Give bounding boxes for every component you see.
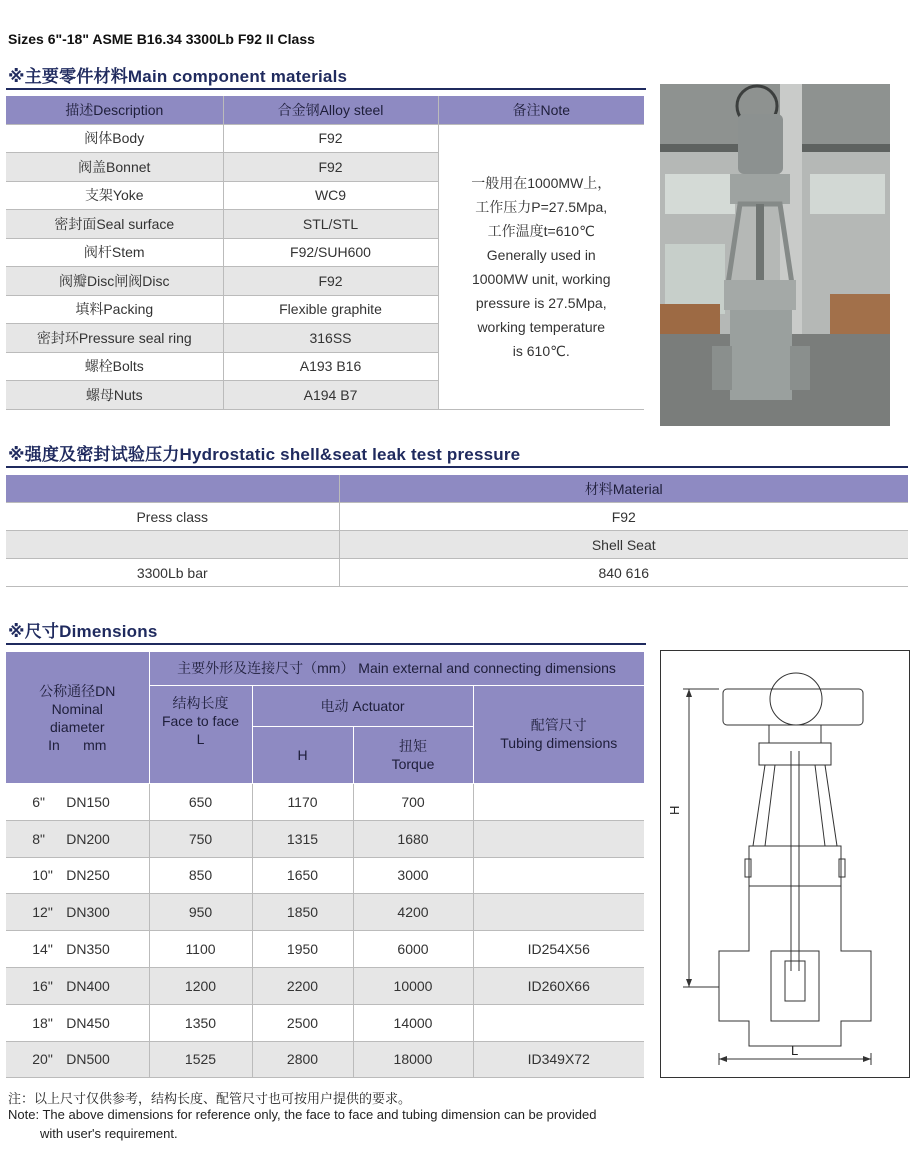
dimensions-row (6, 857, 644, 894)
tubing-value (473, 820, 644, 857)
size-inch: 18" (32, 1014, 53, 1031)
height-value: 2200 (252, 967, 353, 1004)
note-line: 1000MW unit, working (471, 270, 611, 287)
material-description: 阀体Body (6, 124, 223, 153)
size-inch: 14" (32, 941, 53, 958)
actuator-header: 电动 Actuator (252, 685, 473, 727)
nominal-diameter-header: 公称通径DN Nominal diameter In mm (6, 652, 149, 784)
materials-row (6, 124, 644, 153)
material-description: 密封环Pressure seal ring (6, 324, 223, 353)
material-steel: WC9 (223, 181, 438, 210)
note-line: 工作温度t=610℃ (487, 222, 595, 239)
nominal-size (6, 1041, 149, 1078)
pressure-divider (6, 466, 908, 468)
material-description: 螺栓Bolts (6, 352, 223, 381)
dimensions-divider (6, 643, 646, 645)
material-steel: A193 B16 (223, 352, 438, 381)
tubing-value: ID260X66 (473, 967, 644, 1004)
face-to-face-value: 750 (149, 820, 252, 857)
face-to-face-value: 950 (149, 894, 252, 931)
drawing-l-label: L (791, 1043, 799, 1058)
face-to-face-value: 1100 (149, 931, 252, 968)
material-description: 螺母Nuts (6, 381, 223, 410)
test-values: 840 616 (339, 559, 908, 587)
torque-value: 700 (353, 784, 473, 821)
material-description: 阀杆Stem (6, 238, 223, 267)
alloy-steel-header: 合金钢Alloy steel (223, 96, 438, 124)
material-steel: 316SS (223, 324, 438, 353)
tubing-value (473, 784, 644, 821)
material-steel: F92/SUH600 (223, 238, 438, 267)
note-line: working temperature (477, 318, 606, 335)
tubing-value (473, 857, 644, 894)
face-to-face-value: 1200 (149, 967, 252, 1004)
materials-header-row (6, 96, 644, 124)
size-dn: DN300 (66, 904, 110, 921)
nominal-size (6, 894, 149, 931)
materials-table (6, 96, 644, 410)
size-dn: DN350 (66, 941, 110, 958)
height-value: 2500 (252, 1004, 353, 1041)
size-inch: 8" (32, 830, 46, 847)
material-description: 支架Yoke (6, 181, 223, 210)
pressure-table (6, 475, 908, 587)
tubing-header: 配管尺寸 Tubing dimensions (473, 685, 644, 784)
dimensions-row (6, 1004, 644, 1041)
dimensions-row (6, 931, 644, 968)
size-dn: DN150 (66, 793, 110, 810)
height-value: 1850 (252, 894, 353, 931)
material-steel: F92 (223, 267, 438, 296)
material-description: 密封面Seal surface (6, 210, 223, 239)
press-class-row (6, 503, 908, 531)
valve-photo (660, 84, 890, 426)
height-value: 1950 (252, 931, 353, 968)
material-steel: A194 B7 (223, 381, 438, 410)
nominal-size (6, 1004, 149, 1041)
press-class-label: Press class (6, 503, 339, 531)
material-value: F92 (339, 503, 908, 531)
material-description: 阀瓣Disc闸阀Disc (6, 267, 223, 296)
materials-section-title: ※主要零件材料Main component materials (8, 67, 348, 86)
nominal-size (6, 857, 149, 894)
torque-value: 6000 (353, 931, 473, 968)
shell-seat-label: Shell Seat (339, 531, 908, 559)
nominal-size (6, 931, 149, 968)
face-to-face-value: 650 (149, 784, 252, 821)
nominal-size (6, 784, 149, 821)
dimensions-row (6, 820, 644, 857)
torque-value: 4200 (353, 894, 473, 931)
height-value: 1650 (252, 857, 353, 894)
torque-value: 1680 (353, 820, 473, 857)
note-en-line1: Note: The above dimensions for reference only, the face to face and tubing dimension can be provided (8, 1107, 597, 1122)
shell-seat-blank (6, 531, 339, 559)
material-note (438, 124, 644, 409)
valve-photo-image (660, 84, 890, 426)
tubing-value: ID349X72 (473, 1041, 644, 1078)
material-steel: STL/STL (223, 210, 438, 239)
size-dn: DN200 (66, 830, 110, 847)
size-dn: DN450 (66, 1014, 110, 1031)
torque-header: 扭矩 Torque (353, 727, 473, 784)
note-cn: 注：以上尺寸仅供参考，结构长度、配管尺寸也可按用户提供的要求。 (8, 1091, 412, 1106)
material-description: 阀盖Bonnet (6, 153, 223, 182)
shell-seat-row (6, 531, 908, 559)
tubing-value: ID254X56 (473, 931, 644, 968)
face-to-face-header: 结构长度 Face to face L (149, 685, 252, 784)
pressure-header-blank (6, 475, 339, 503)
description-header: 描述Description (6, 96, 223, 124)
dimensions-row (6, 894, 644, 931)
dimensions-row (6, 784, 644, 821)
note-line: Generally used in (486, 246, 596, 263)
note-line: 工作压力P=27.5Mpa, (475, 198, 608, 215)
torque-value: 14000 (353, 1004, 473, 1041)
dimensions-row (6, 1041, 644, 1078)
size-inch: 6" (32, 793, 46, 810)
size-dn: DN500 (66, 1051, 110, 1068)
size-inch: 10" (32, 867, 53, 884)
height-value: 1170 (252, 784, 353, 821)
height-value: 2800 (252, 1041, 353, 1078)
face-to-face-value: 850 (149, 857, 252, 894)
materials-divider (6, 88, 646, 90)
main-dimensions-header: 主要外形及连接尺寸（mm） Main external and connecting dimensions (149, 652, 644, 685)
valve-drawing-svg (661, 651, 909, 1077)
material-steel: Flexible graphite (223, 295, 438, 324)
torque-value: 10000 (353, 967, 473, 1004)
size-inch: 16" (32, 977, 53, 994)
note-header: 备注Note (438, 96, 644, 124)
tubing-value (473, 894, 644, 931)
note-line: pressure is 27.5Mpa, (475, 294, 607, 311)
h-header: H (252, 727, 353, 784)
valve-dimension-drawing (660, 650, 910, 1078)
dimensions-table (6, 652, 645, 1078)
size-inch: 12" (32, 904, 53, 921)
dimensions-row (6, 967, 644, 1004)
material-steel: F92 (223, 124, 438, 153)
pressure-header-row (6, 475, 908, 503)
height-value: 1315 (252, 820, 353, 857)
drawing-h-label: H (667, 805, 682, 815)
sizes-heading: Sizes 6"-18" ASME B16.34 3300Lb F92 II Class (8, 31, 315, 47)
material-header: 材料Material (339, 475, 908, 503)
torque-value: 18000 (353, 1041, 473, 1078)
size-dn: DN400 (66, 977, 110, 994)
dimensions-section-title: ※尺寸Dimensions (8, 622, 158, 641)
size-dn: DN250 (66, 867, 110, 884)
face-to-face-value: 1350 (149, 1004, 252, 1041)
face-to-face-value: 1525 (149, 1041, 252, 1078)
material-description: 填料Packing (6, 295, 223, 324)
pressure-section-title: ※强度及密封试验压力Hydrostatic shell&seat leak test pressure (8, 445, 521, 464)
tubing-value (473, 1004, 644, 1041)
nominal-size (6, 967, 149, 1004)
note-en-line2: with user's requirement. (40, 1126, 178, 1141)
material-steel: F92 (223, 153, 438, 182)
torque-value: 3000 (353, 857, 473, 894)
class-value: 3300Lb bar (6, 559, 339, 587)
size-inch: 20" (32, 1051, 53, 1068)
class-value-row (6, 559, 908, 587)
note-line: is 610℃. (512, 342, 570, 359)
note-line: 一般用在1000MW上， (471, 174, 612, 191)
nominal-size (6, 820, 149, 857)
